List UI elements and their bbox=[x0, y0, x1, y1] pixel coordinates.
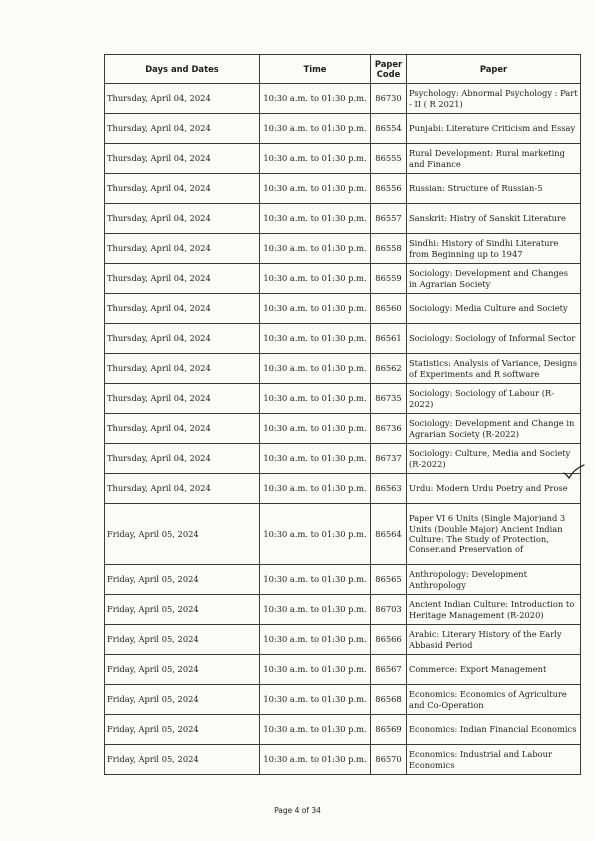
date-cell: Thursday, April 04, 2024 bbox=[105, 384, 260, 414]
paper-title-cell: Rural Development: Rural marketing and Finance bbox=[407, 144, 581, 174]
exam-schedule-table bbox=[104, 54, 581, 775]
table-row bbox=[105, 685, 581, 715]
date-cell: Friday, April 05, 2024 bbox=[105, 655, 260, 685]
paper-title-cell: Ancient Indian Culture: Introduction to Heritage Management (R-2020) bbox=[407, 595, 581, 625]
table-row bbox=[105, 264, 581, 294]
paper-title-cell: Sociology: Sociology of Labour (R-2022) bbox=[407, 384, 581, 414]
paper-code-cell: 86556 bbox=[371, 174, 407, 204]
table-row bbox=[105, 474, 581, 504]
paper-title-cell: Punjabi: Literature Criticism and Essay bbox=[407, 114, 581, 144]
table-row bbox=[105, 114, 581, 144]
table-header-row bbox=[105, 55, 581, 84]
paper-title-cell: Sociology: Development and Changes in Agrarian Society bbox=[407, 264, 581, 294]
paper-title-cell: Economics: Industrial and Labour Economics bbox=[407, 745, 581, 775]
date-cell: Thursday, April 04, 2024 bbox=[105, 144, 260, 174]
time-cell: 10:30 a.m. to 01:30 p.m. bbox=[260, 114, 371, 144]
paper-title-cell: Economics: Indian Financial Economics bbox=[407, 715, 581, 745]
table-row bbox=[105, 414, 581, 444]
paper-title-cell: Urdu: Modern Urdu Poetry and Prose bbox=[407, 474, 581, 504]
time-cell: 10:30 a.m. to 01:30 p.m. bbox=[260, 84, 371, 114]
paper-title-cell: Economics: Economics of Agriculture and Co-Operation bbox=[407, 685, 581, 715]
table-row bbox=[105, 204, 581, 234]
time-cell: 10:30 a.m. to 01:30 p.m. bbox=[260, 174, 371, 204]
header-paper: Paper bbox=[407, 55, 581, 84]
header-time: Time bbox=[260, 55, 371, 84]
paper-code-cell: 86555 bbox=[371, 144, 407, 174]
time-cell: 10:30 a.m. to 01:30 p.m. bbox=[260, 234, 371, 264]
time-cell: 10:30 a.m. to 01:30 p.m. bbox=[260, 565, 371, 595]
paper-code-cell: 86567 bbox=[371, 655, 407, 685]
time-cell: 10:30 a.m. to 01:30 p.m. bbox=[260, 384, 371, 414]
paper-code-cell: 86564 bbox=[371, 504, 407, 565]
time-cell: 10:30 a.m. to 01:30 p.m. bbox=[260, 324, 371, 354]
date-cell: Thursday, April 04, 2024 bbox=[105, 84, 260, 114]
date-cell: Thursday, April 04, 2024 bbox=[105, 114, 260, 144]
date-cell: Friday, April 05, 2024 bbox=[105, 685, 260, 715]
paper-title-cell: Statistics: Analysis of Variance, Designs of Experiments and R software bbox=[407, 354, 581, 384]
date-cell: Friday, April 05, 2024 bbox=[105, 715, 260, 745]
time-cell: 10:30 a.m. to 01:30 p.m. bbox=[260, 715, 371, 745]
paper-title-cell: Sociology: Development and Change in Agrarian Society (R-2022) bbox=[407, 414, 581, 444]
paper-code-cell: 86568 bbox=[371, 685, 407, 715]
table-row bbox=[105, 174, 581, 204]
time-cell: 10:30 a.m. to 01:30 p.m. bbox=[260, 354, 371, 384]
table-row bbox=[105, 715, 581, 745]
date-cell: Thursday, April 04, 2024 bbox=[105, 444, 260, 474]
time-cell: 10:30 a.m. to 01:30 p.m. bbox=[260, 474, 371, 504]
table-row bbox=[105, 745, 581, 775]
date-cell: Friday, April 05, 2024 bbox=[105, 504, 260, 565]
paper-code-cell: 86559 bbox=[371, 264, 407, 294]
date-cell: Friday, April 05, 2024 bbox=[105, 565, 260, 595]
date-cell: Thursday, April 04, 2024 bbox=[105, 294, 260, 324]
time-cell: 10:30 a.m. to 01:30 p.m. bbox=[260, 625, 371, 655]
time-cell: 10:30 a.m. to 01:30 p.m. bbox=[260, 264, 371, 294]
date-cell: Thursday, April 04, 2024 bbox=[105, 474, 260, 504]
time-cell: 10:30 a.m. to 01:30 p.m. bbox=[260, 655, 371, 685]
date-cell: Thursday, April 04, 2024 bbox=[105, 204, 260, 234]
date-cell: Friday, April 05, 2024 bbox=[105, 595, 260, 625]
date-cell: Friday, April 05, 2024 bbox=[105, 745, 260, 775]
date-cell: Thursday, April 04, 2024 bbox=[105, 234, 260, 264]
table-row bbox=[105, 324, 581, 354]
table-body bbox=[105, 84, 581, 775]
date-cell: Thursday, April 04, 2024 bbox=[105, 264, 260, 294]
header-paper-code: Paper Code bbox=[371, 55, 407, 84]
paper-title-cell: Commerce: Export Management bbox=[407, 655, 581, 685]
paper-code-cell: 86554 bbox=[371, 114, 407, 144]
time-cell: 10:30 a.m. to 01:30 p.m. bbox=[260, 144, 371, 174]
time-cell: 10:30 a.m. to 01:30 p.m. bbox=[260, 745, 371, 775]
paper-code-cell: 86730 bbox=[371, 84, 407, 114]
date-cell: Thursday, April 04, 2024 bbox=[105, 174, 260, 204]
page-number: Page 4 of 34 bbox=[274, 806, 321, 815]
paper-code-cell: 86563 bbox=[371, 474, 407, 504]
table-row bbox=[105, 144, 581, 174]
table-row bbox=[105, 384, 581, 414]
time-cell: 10:30 a.m. to 01:30 p.m. bbox=[260, 294, 371, 324]
time-cell: 10:30 a.m. to 01:30 p.m. bbox=[260, 685, 371, 715]
paper-code-cell: 86557 bbox=[371, 204, 407, 234]
time-cell: 10:30 a.m. to 01:30 p.m. bbox=[260, 504, 371, 565]
paper-title-cell: Paper VI 6 Units (Single Major)and 3 Units (Double Major) Ancient Indian Culture: The Study of Protection, Conser.and Preservation of bbox=[407, 504, 581, 565]
table-row bbox=[105, 234, 581, 264]
table-row bbox=[105, 294, 581, 324]
paper-code-cell: 86569 bbox=[371, 715, 407, 745]
paper-code-cell: 86558 bbox=[371, 234, 407, 264]
paper-code-cell: 86562 bbox=[371, 354, 407, 384]
paper-code-cell: 86565 bbox=[371, 565, 407, 595]
paper-title-cell: Sociology: Culture, Media and Society (R-2022) bbox=[407, 444, 581, 474]
paper-title-cell: Arabic: Literary History of the Early Abbasid Period bbox=[407, 625, 581, 655]
paper-title-cell: Anthropology: Development Anthropology bbox=[407, 565, 581, 595]
table-row bbox=[105, 354, 581, 384]
table-row bbox=[105, 655, 581, 685]
table-row bbox=[105, 444, 581, 474]
paper-code-cell: 86570 bbox=[371, 745, 407, 775]
header-days-and-dates: Days and Dates bbox=[105, 55, 260, 84]
paper-code-cell: 86561 bbox=[371, 324, 407, 354]
table-row bbox=[105, 565, 581, 595]
paper-code-cell: 86736 bbox=[371, 414, 407, 444]
date-cell: Thursday, April 04, 2024 bbox=[105, 324, 260, 354]
date-cell: Thursday, April 04, 2024 bbox=[105, 354, 260, 384]
paper-title-cell: Sociology: Media Culture and Society bbox=[407, 294, 581, 324]
paper-code-cell: 86566 bbox=[371, 625, 407, 655]
time-cell: 10:30 a.m. to 01:30 p.m. bbox=[260, 414, 371, 444]
table-row bbox=[105, 84, 581, 114]
paper-title-cell: Sanskrit: Histry of Sanskit Literature bbox=[407, 204, 581, 234]
paper-title-cell: Sindhi: History of Sindhi Literature from Beginning up to 1947 bbox=[407, 234, 581, 264]
time-cell: 10:30 a.m. to 01:30 p.m. bbox=[260, 444, 371, 474]
date-cell: Thursday, April 04, 2024 bbox=[105, 414, 260, 444]
paper-title-cell: Psychology: Abnormal Psychology : Part - II ( R 2021) bbox=[407, 84, 581, 114]
checkmark-icon bbox=[563, 464, 585, 480]
paper-title-cell: Russian: Structure of Russian-5 bbox=[407, 174, 581, 204]
table-row bbox=[105, 504, 581, 565]
paper-code-cell: 86560 bbox=[371, 294, 407, 324]
time-cell: 10:30 a.m. to 01:30 p.m. bbox=[260, 204, 371, 234]
date-cell: Friday, April 05, 2024 bbox=[105, 625, 260, 655]
paper-code-cell: 86735 bbox=[371, 384, 407, 414]
time-cell: 10:30 a.m. to 01:30 p.m. bbox=[260, 595, 371, 625]
paper-code-cell: 86737 bbox=[371, 444, 407, 474]
table-row bbox=[105, 625, 581, 655]
paper-code-cell: 86703 bbox=[371, 595, 407, 625]
paper-title-cell: Sociology: Sociology of Informal Sector bbox=[407, 324, 581, 354]
table-row bbox=[105, 595, 581, 625]
